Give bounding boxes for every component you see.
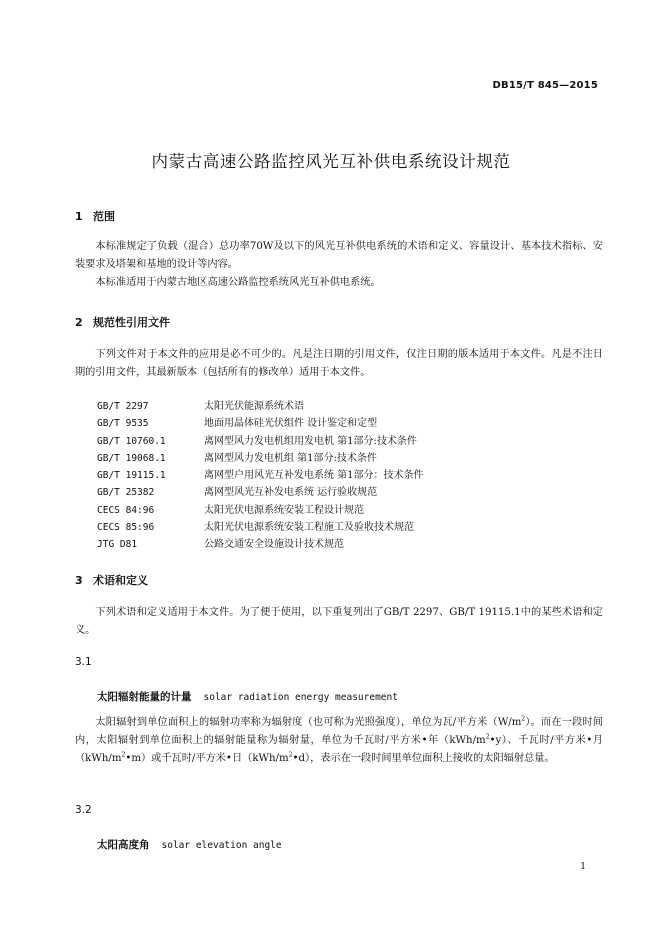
- standard-code: DB15/T 845—2015: [492, 80, 598, 91]
- references-intro-paragraph: 下列文件对于本文件的应用是必不可少的。凡是注日期的引用文件，仅注日期的版本适用于本文件。凡是不注日期的引用文件，其最新版本（包括所有的修改单）适用于本文件。: [75, 349, 603, 378]
- reference-code: GB/T 19068.1: [97, 452, 166, 464]
- reference-item: [97, 519, 597, 536]
- term-english: solar radiation energy measurement: [203, 692, 398, 703]
- reference-name: 公路交通安全设施设计技术规范: [204, 539, 344, 551]
- reference-item: [97, 450, 597, 467]
- reference-code: JTG D81: [97, 539, 138, 551]
- term-english: solar elevation angle: [161, 840, 282, 851]
- reference-code: CECS 84:96: [97, 504, 155, 516]
- terms-intro: [75, 604, 603, 640]
- reference-name: 离网型户用风光互补发电系统 第1部分：技术条件: [204, 470, 424, 482]
- definition-text: ）。而在一段时间内，太阳辐射到单位面积上的辐射能量称为辐射量，单位为千瓦时/平方米•年（kWh/m: [75, 717, 603, 746]
- reference-code: GB/T 9535: [97, 418, 149, 430]
- reference-name: 离网型风力发电机组用发电机 第1部分:技术条件: [204, 435, 417, 447]
- superscript: 2: [121, 751, 126, 759]
- page-number: 1: [580, 862, 586, 872]
- term-chinese: 太阳高度角: [97, 839, 150, 851]
- reference-code: GB/T 2297: [97, 401, 149, 412]
- clause-number: 3.2: [75, 804, 92, 816]
- section-heading-normative-references: [75, 314, 170, 330]
- section-number: 2: [75, 316, 83, 329]
- section-title: 范围: [93, 210, 115, 223]
- reference-name: 太阳光伏能源系统术语: [204, 401, 304, 412]
- reference-code: GB/T 10760.1: [97, 435, 166, 447]
- term-heading: [97, 689, 398, 704]
- term-definition: [75, 714, 603, 768]
- section-heading-scope: [75, 208, 115, 224]
- superscript: 2: [485, 733, 490, 741]
- reference-code: GB/T 25382: [97, 487, 155, 499]
- references-intro: [75, 346, 603, 382]
- reference-name: 离网型风力发电机组 第1部分:技术条件: [204, 452, 377, 464]
- section-heading-terms: [75, 572, 148, 588]
- superscript: 2: [288, 751, 293, 759]
- reference-item: [97, 502, 597, 519]
- definition-text: •m）或千瓦时/平方米•日（kWh/m: [125, 753, 289, 764]
- scope-paragraph-1: 本标准规定了负载（混合）总功率70W及以下的风光互补供电系统的术语和定义、容量设计、基本技术指标、安装要求及塔架和基地的设计等内容。: [75, 241, 603, 270]
- reference-code: GB/T 19115.1: [97, 470, 166, 482]
- term-chinese: 太阳辐射能量的计量: [97, 691, 192, 703]
- reference-name: 地面用晶体硅光伏组件 设计鉴定和定型: [204, 418, 378, 430]
- superscript: 2: [521, 715, 526, 723]
- definition-text: •d），表示在一段时间里单位面积上接收的太阳辐射总量。: [292, 753, 555, 764]
- reference-item: [97, 398, 597, 415]
- reference-item: [97, 484, 597, 501]
- reference-name: 太阳光伏电源系统安装工程设计规范: [204, 504, 364, 516]
- term-heading: [97, 837, 282, 852]
- terms-intro-paragraph: 下列术语和定义适用于本文件。为了便于使用，以下重复列出了GB/T 2297、GB/T 19115.1中的某些术语和定义。: [75, 607, 603, 636]
- definition-text: •y）、千瓦时/平方米•月（kWh/m: [75, 735, 603, 764]
- reference-item: [97, 467, 597, 484]
- section-title: 术语和定义: [93, 574, 148, 587]
- definition-text: 太阳辐射到单位面积上的辐射功率称为辐射度（也可称为光照强度），单位为瓦/平方米（W/m: [95, 717, 522, 728]
- scope-paragraphs: [75, 238, 603, 292]
- reference-item: [97, 433, 597, 450]
- reference-code: CECS 85:96: [97, 522, 155, 534]
- page-title: 内蒙古高速公路监控风光互补供电系统设计规范: [151, 152, 511, 171]
- term-definition-paragraph: [75, 714, 603, 768]
- reference-item: [97, 536, 597, 553]
- reference-item: [97, 415, 597, 432]
- reference-name: 太阳光伏电源系统安装工程施工及验收技术规范: [204, 522, 414, 534]
- reference-name: 离网型风光互补发电系统 运行验收规范: [204, 487, 378, 499]
- clause-number: 3.1: [75, 656, 92, 668]
- section-number: 1: [75, 210, 83, 223]
- scope-paragraph-2: 本标准适用于内蒙古地区高速公路监控系统风光互补供电系统。: [95, 277, 381, 288]
- section-number: 3: [75, 574, 83, 587]
- section-title: 规范性引用文件: [93, 316, 170, 329]
- reference-list: [97, 398, 597, 554]
